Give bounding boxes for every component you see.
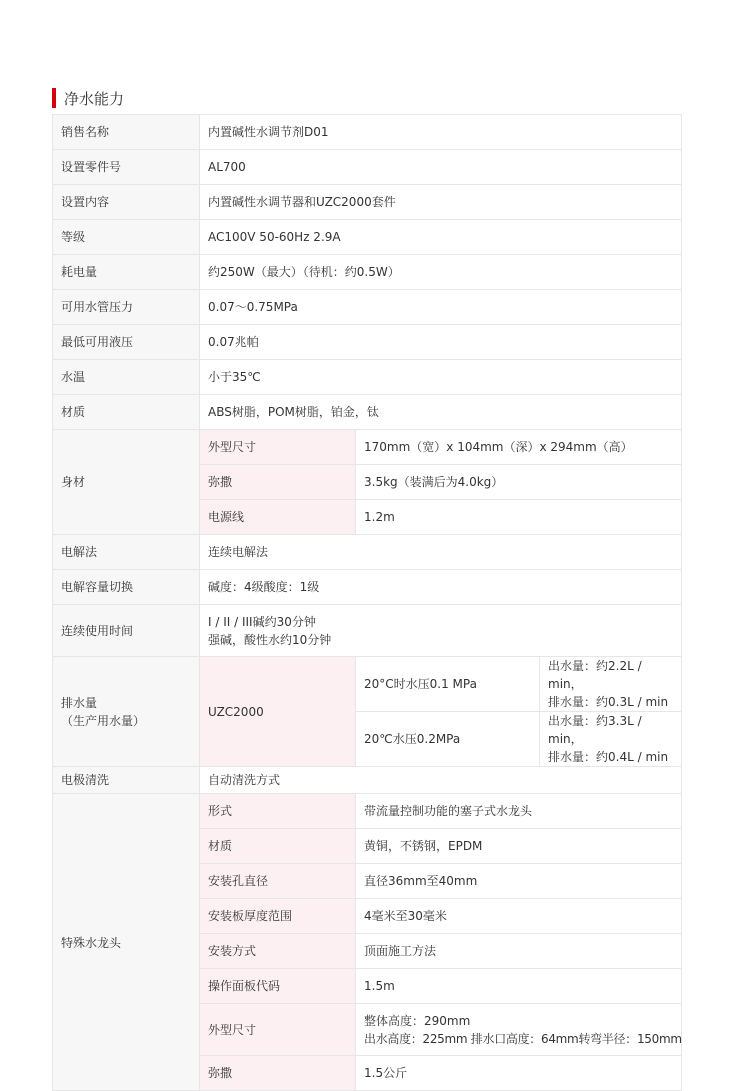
sub-label: 安装方式 — [200, 934, 356, 969]
sub-label: 材质 — [200, 829, 356, 864]
row-label: 耗电量 — [53, 255, 200, 290]
table-row — [53, 430, 682, 465]
value-line: 排水量：约0.3L / min — [548, 695, 669, 709]
section-title — [52, 88, 124, 108]
table-row — [53, 395, 682, 430]
sub-label: 外型尺寸 — [200, 430, 356, 465]
table-row — [53, 794, 682, 829]
row-value: ABS树脂，POM树脂，铂金，钛 — [200, 395, 682, 430]
row-value: 内置碱性水调节器和UZC2000套件 — [200, 185, 682, 220]
value-line: 强碱，酸性水约10分钟 — [208, 632, 332, 647]
row-label: 电极清洗 — [53, 767, 200, 794]
sub-label: 形式 — [200, 794, 356, 829]
row-value: 顶面施工方法 — [356, 934, 682, 969]
row-label-line: 排水量 — [61, 695, 98, 710]
row-value: 1.5公斤 — [356, 1056, 682, 1091]
value-line: 出水量：约2.2L / min， — [548, 659, 642, 691]
condition-cell: 20℃水压0.2MPa — [356, 712, 540, 767]
row-label: 电解容量切换 — [53, 570, 200, 605]
row-value: 约250W（最大）（待机：约0.5W） — [200, 255, 682, 290]
row-label: 最低可用液压 — [53, 325, 200, 360]
row-label: 身材 — [53, 430, 200, 535]
table-row — [53, 255, 682, 290]
condition-cell: 20°C时水压0.1 MPa — [356, 657, 540, 712]
section-title-text: 净水能力 — [64, 89, 125, 108]
sub-label: UZC2000 — [200, 657, 356, 767]
row-value: 带流量控制功能的塞子式水龙头 — [356, 794, 682, 829]
row-value: 小于35℃ — [200, 360, 682, 395]
row-label: 电解法 — [53, 535, 200, 570]
row-value: 0.07兆帕 — [200, 325, 682, 360]
row-value: 连续电解法 — [200, 535, 682, 570]
table-row — [53, 325, 682, 360]
table-row — [53, 115, 682, 150]
row-label: 等级 — [53, 220, 200, 255]
sub-label: 安装板厚度范围 — [200, 899, 356, 934]
sub-label: 电源线 — [200, 500, 356, 535]
row-value: AC100V 50-60Hz 2.9A — [200, 220, 682, 255]
row-value: 直径36mm至40mm — [356, 864, 682, 899]
row-value: 内置碱性水调节剂D01 — [200, 115, 682, 150]
row-value — [200, 605, 682, 657]
row-value: AL700 — [200, 150, 682, 185]
row-label: 连续使用时间 — [53, 605, 200, 657]
value-line: 整体高度：290mm — [364, 1013, 471, 1028]
row-label — [53, 657, 200, 767]
table-row — [53, 290, 682, 325]
row-label: 设置零件号 — [53, 150, 200, 185]
spec-table — [52, 114, 682, 1091]
value-line: 排水量：约0.4L / min — [548, 750, 669, 764]
sub-label: 弥撒 — [200, 465, 356, 500]
row-value: 黄铜，不锈钢，EPDM — [356, 829, 682, 864]
row-label: 设置内容 — [53, 185, 200, 220]
row-label: 水温 — [53, 360, 200, 395]
row-value: 0.07～0.75MPa — [200, 290, 682, 325]
sub-label: 操作面板代码 — [200, 969, 356, 1004]
output-cell — [540, 712, 682, 767]
sub-label: 外型尺寸 — [200, 1004, 356, 1056]
row-value: 自动清洗方式 — [200, 767, 682, 794]
row-value: 1.2m — [356, 500, 682, 535]
value-line: I / II / III碱约30分钟 — [208, 614, 316, 629]
table-row — [53, 657, 682, 712]
row-label: 材质 — [53, 395, 200, 430]
sub-label: 弥撒 — [200, 1056, 356, 1091]
table-row — [53, 535, 682, 570]
table-row — [53, 220, 682, 255]
table-row — [53, 767, 682, 794]
table-row — [53, 185, 682, 220]
row-label: 可用水管压力 — [53, 290, 200, 325]
row-label: 销售名称 — [53, 115, 200, 150]
row-value — [356, 1004, 682, 1056]
table-row — [53, 605, 682, 657]
title-accent-bar — [52, 88, 56, 108]
row-label: 特殊水龙头 — [53, 794, 200, 1091]
output-cell — [540, 657, 682, 712]
table-row — [53, 360, 682, 395]
sub-label: 安装孔直径 — [200, 864, 356, 899]
row-value: 碱度：4级酸度：1级 — [200, 570, 682, 605]
table-row — [53, 150, 682, 185]
row-value: 4毫米至30毫米 — [356, 899, 682, 934]
row-value: 1.5m — [356, 969, 682, 1004]
row-value: 3.5kg（装满后为4.0kg） — [356, 465, 682, 500]
row-label-line: （生产用水量） — [61, 713, 146, 728]
row-value: 170mm（宽）x 104mm（深）x 294mm（高） — [356, 430, 682, 465]
value-line: 出水量：约3.3L / min， — [548, 714, 642, 746]
table-row — [53, 570, 682, 605]
value-line: 出水高度：225mm 排水口高度：64mm转弯半径：150mm — [364, 1031, 682, 1046]
